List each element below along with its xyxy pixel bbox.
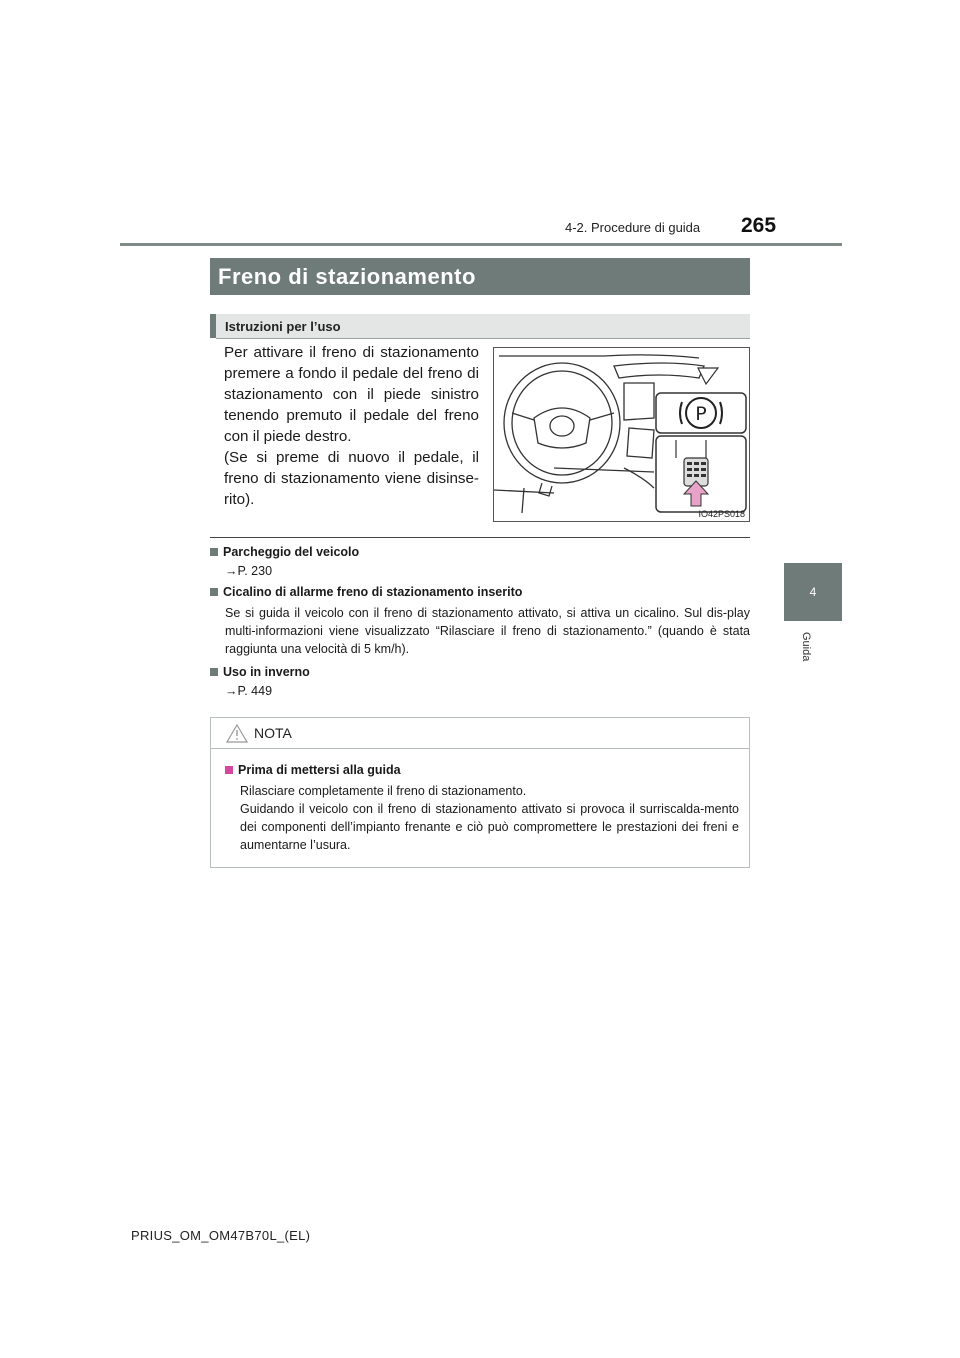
page-reference: →P. 230 xyxy=(225,564,273,578)
square-bullet-icon xyxy=(210,588,218,596)
chapter-tab-label: Guida xyxy=(800,632,812,662)
subsection-title-text: Istruzioni per l’uso xyxy=(225,318,341,334)
header-rule xyxy=(120,243,842,246)
dashboard-illustration xyxy=(493,347,750,522)
figure-code: IO42PS018 xyxy=(698,509,745,519)
header-section: 4-2. Procedure di guida xyxy=(565,220,701,235)
parking-indicator-symbol: P xyxy=(695,403,707,425)
instruction-paragraph-1: Per attivare il freno di stazionamento premere a fondo il pedale del freno di stazionamento con il piede sinistro tenendo premuto il pedale del freno con il piede destro. xyxy=(224,344,479,445)
note-title: Parcheggio del veicolo xyxy=(223,545,360,559)
page-reference: →P. 449 xyxy=(225,684,273,698)
subsection-title xyxy=(210,314,750,338)
square-bullet-icon xyxy=(210,668,218,676)
nota-content xyxy=(211,749,749,854)
note-item xyxy=(210,585,750,658)
note-text: Se si guida il veicolo con il freno di stazionamento attivato, si attiva un cicalino. Sul dis-play multi-informazioni viene visualizzato “Rilasciare il freno di stazionamento.” (quando è stata raggiunta una velocità di 5 km/h). xyxy=(225,606,750,656)
nota-title: Prima di mettersi alla guida xyxy=(238,763,401,777)
nota-box xyxy=(210,717,750,868)
chapter-tab: 4 xyxy=(784,563,842,621)
page-title: Freno di stazionamento xyxy=(210,258,750,295)
instruction-paragraph-2: (Se si preme di nuovo il pedale, il freno di stazionamento viene disinse-rito). xyxy=(224,449,479,508)
square-bullet-icon xyxy=(225,766,233,774)
nota-heading: NOTA xyxy=(254,725,292,741)
document-code: PRIUS_OM_OM47B70L_(EL) xyxy=(131,1228,311,1243)
note-item xyxy=(210,545,750,578)
nota-line-2: Guidando il veicolo con il freno di stazionamento attivato si provoca il surriscalda-mento dei componenti dell’impianto frenante e ciò può compromettere le prestazioni dei freni e aumentarne l’usura. xyxy=(240,802,739,852)
note-title: Cicalino di allarme freno di stazionamento inserito xyxy=(223,585,523,599)
dashboard-drawing xyxy=(494,348,750,522)
note-item xyxy=(210,665,750,698)
notes-list xyxy=(210,545,750,705)
page-number: 265 xyxy=(741,214,777,237)
nota-header xyxy=(211,718,749,749)
square-bullet-icon xyxy=(210,548,218,556)
section-separator xyxy=(210,537,750,538)
warning-triangle-icon xyxy=(226,724,248,743)
note-title: Uso in inverno xyxy=(223,665,310,679)
instruction-text xyxy=(224,342,479,510)
nota-line-1: Rilasciare completamente il freno di stazionamento. xyxy=(240,784,527,798)
